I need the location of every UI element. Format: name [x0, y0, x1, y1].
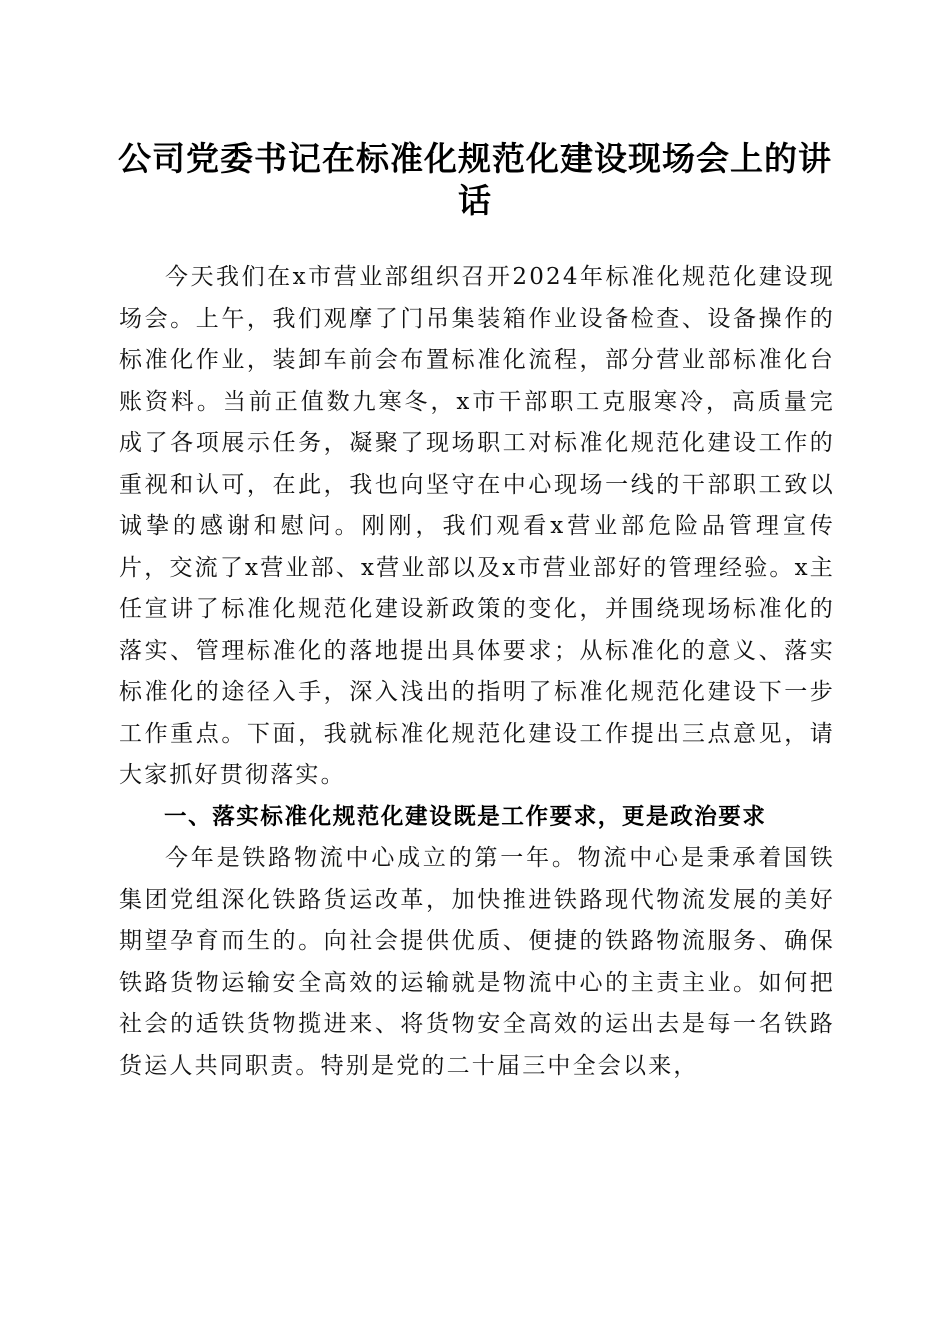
intro-paragraph: 今天我们在x市营业部组织召开2024年标准化规范化建设现场会。上午，我们观摩了门吊集装箱作业设备检查、设备操作的标准化作业，装卸车前会布置标准化流程，部分营业部标准化台账资料。当前正值数九寒冬，x市干部职工克服寒冷，高质量完成了各项展示任务，凝聚了现场职工对标准化规范化建设工作的重视和认可，在此，我也向坚守在中心现场一线的干部职工致以诚挚的感谢和慰问。刚刚，我们观看x营业部危险品管理宣传片，交流了x营业部、x营业部以及x市营业部好的管理经验。x主任宣讲了标准化规范化建设新政策的变化，并围绕现场标准化的落实、管理标准化的落地提出具体要求；从标准化的意义、落实标准化的途径入手，深入浅出的指明了标准化规范化建设下一步工作重点。下面，我就标准化规范化建设工作提出三点意见，请大家抓好贯彻落实。 [119, 264, 835, 788]
section-heading: 一、落实标准化规范化建设既是工作要求，更是政治要求 [164, 803, 767, 830]
document-body [119, 257, 835, 1087]
document-title: 公司党委书记在标准化规范化建设现场会上的讲话 [118, 139, 832, 220]
section-paragraph: 今年是铁路物流中心成立的第一年。物流中心是秉承着国铁集团党组深化铁路货运改革，加快推进铁路现代物流发展的美好期望孕育而生的。向社会提供优质、便捷的铁路物流服务、确保铁路货物运输安全高效的运输就是物流中心的主责主业。如何把社会的适铁货物揽进来、将货物安全高效的运出去是每一名铁路货运人共同职责。特别是党的二十届三中全会以来， [119, 845, 835, 1079]
